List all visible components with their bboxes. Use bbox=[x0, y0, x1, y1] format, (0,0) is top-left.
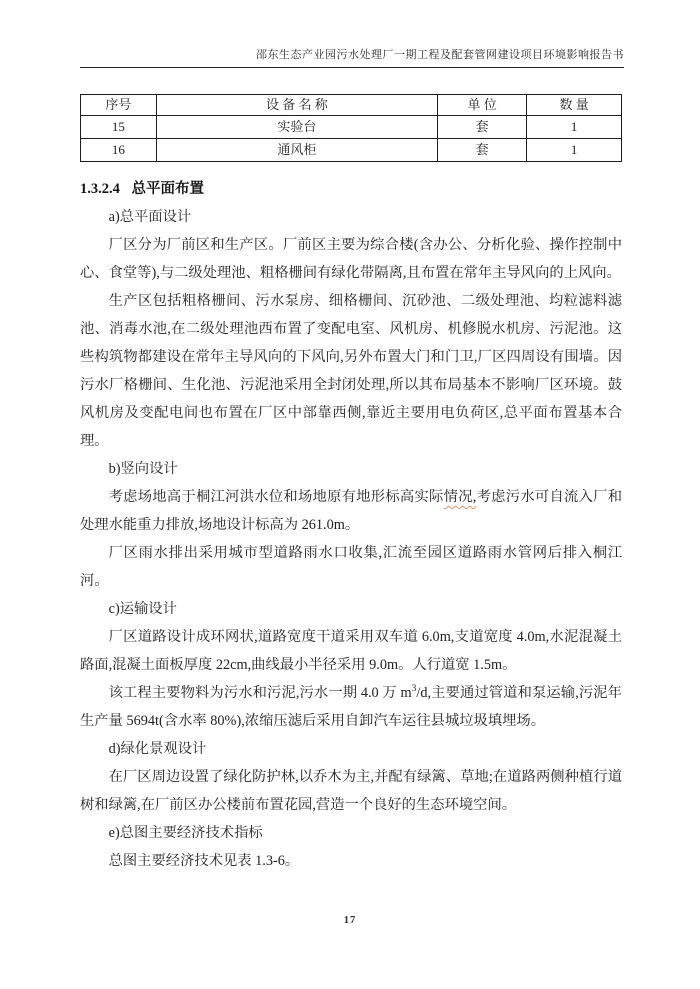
page-header bbox=[80, 46, 624, 68]
cell-serial: 16 bbox=[81, 139, 157, 162]
superscript-exponent: 3 bbox=[411, 684, 417, 695]
section-title: 总平面布置 bbox=[131, 181, 204, 197]
page-content bbox=[80, 94, 622, 875]
paragraph-greening: 在厂区周边设置了绿化防护林,以乔木为主,并配有绿篱、草地;在道路两侧种植行道树和绿篱,在厂前区办公楼前布置花园,营造一个良好的生态环境空间。 bbox=[80, 769, 622, 813]
paragraph-text: 该工程主要物料为污水和污泥,污水一期 4.0 万 m bbox=[108, 685, 412, 701]
cell-serial: 15 bbox=[81, 116, 157, 139]
table-header-row bbox=[81, 95, 622, 116]
cell-equipment-name: 通风柜 bbox=[156, 139, 437, 162]
paragraph-rainwater: 厂区雨水排出采用城市型道路雨水口收集,汇流至园区道路雨水管网后排入桐江河。 bbox=[80, 545, 622, 589]
paragraph-plant-layout: 厂区分为厂前区和生产区。厂前区主要为综合楼(含办公、分析化验、操作控制中心、食堂等),与二级处理池、粗格栅间有绿化带隔离,且布置在常年主导风向的上风向。 bbox=[80, 237, 622, 281]
subsection-label-c: c)运输设计 bbox=[108, 601, 177, 617]
column-header-unit: 单 位 bbox=[438, 95, 527, 116]
paragraph-text: /d,主要通过管道和泵运输,污泥年生产量 5694t(含水率 80%),浓缩压滤后采用自卸汽车运往县城垃圾填埋场。 bbox=[80, 685, 622, 729]
subsection-label-a: a)总平面设计 bbox=[108, 209, 192, 225]
page-number: 17 bbox=[343, 915, 357, 926]
cell-quantity: 1 bbox=[527, 139, 622, 162]
paragraph-indicators-reference: 总图主要经济技术见表 1.3-6。 bbox=[108, 853, 300, 869]
cell-unit: 套 bbox=[438, 116, 527, 139]
subsection-label-b: b)竖向设计 bbox=[108, 461, 178, 477]
cell-equipment-name: 实验台 bbox=[156, 116, 437, 139]
table-row bbox=[81, 116, 622, 139]
spellcheck-marked-text: 情况, bbox=[443, 489, 477, 505]
cell-unit: 套 bbox=[438, 139, 527, 162]
paragraph-materials bbox=[80, 679, 622, 735]
cell-quantity: 1 bbox=[527, 116, 622, 139]
header-title: 邵东生态产业园污水处理厂一期工程及配套管网建设项目环境影响报告书 bbox=[256, 49, 624, 61]
section-number: 1.3.2.4 bbox=[80, 181, 120, 197]
paragraph-text: 考虑污水可自流入厂和处理水能重力排放,场地设计标高为 261.0m。 bbox=[80, 489, 623, 533]
paragraph-text: 考虑场地高于桐江河洪水位和场地原有地形标高实际 bbox=[108, 489, 444, 505]
equipment-table bbox=[80, 94, 622, 162]
column-header-serial: 序号 bbox=[81, 95, 157, 116]
table-row bbox=[81, 139, 622, 162]
column-header-equipment-name: 设 备 名 称 bbox=[156, 95, 437, 116]
paragraph-production-area: 生产区包括粗格栅间、污水泵房、细格栅间、沉砂池、二级处理池、均粒滤料滤池、消毒水池,在二级处理池西布置了变配电室、风机房、机修脱水机房、污泥池。这些构筑物都建设在常年主导风向的下风向,另外布置大门和门卫,厂区四周设有围墙。因污水厂格栅间、生化池、污泥池采用全封闭处理,所以其布局基本不影响厂区环境。鼓风机房及变配电间也布置在厂区中部靠西侧,靠近主要用电负荷区,总平面布置基本合理。 bbox=[80, 293, 622, 449]
section-heading bbox=[80, 175, 622, 203]
subsection-label-d: d)绿化景观设计 bbox=[108, 741, 207, 757]
column-header-quantity: 数 量 bbox=[527, 95, 622, 116]
paragraph-vertical-design bbox=[80, 483, 622, 539]
subsection-label-e: e)总图主要经济技术指标 bbox=[108, 825, 263, 841]
paragraph-road-design: 厂区道路设计成环网状,道路宽度干道采用双车道 6.0m,支道宽度 4.0m,水泥混凝土路面,混凝土面板厚度 22cm,曲线最小半径采用 9.0m。人行道宽 1.5m。 bbox=[80, 629, 622, 673]
